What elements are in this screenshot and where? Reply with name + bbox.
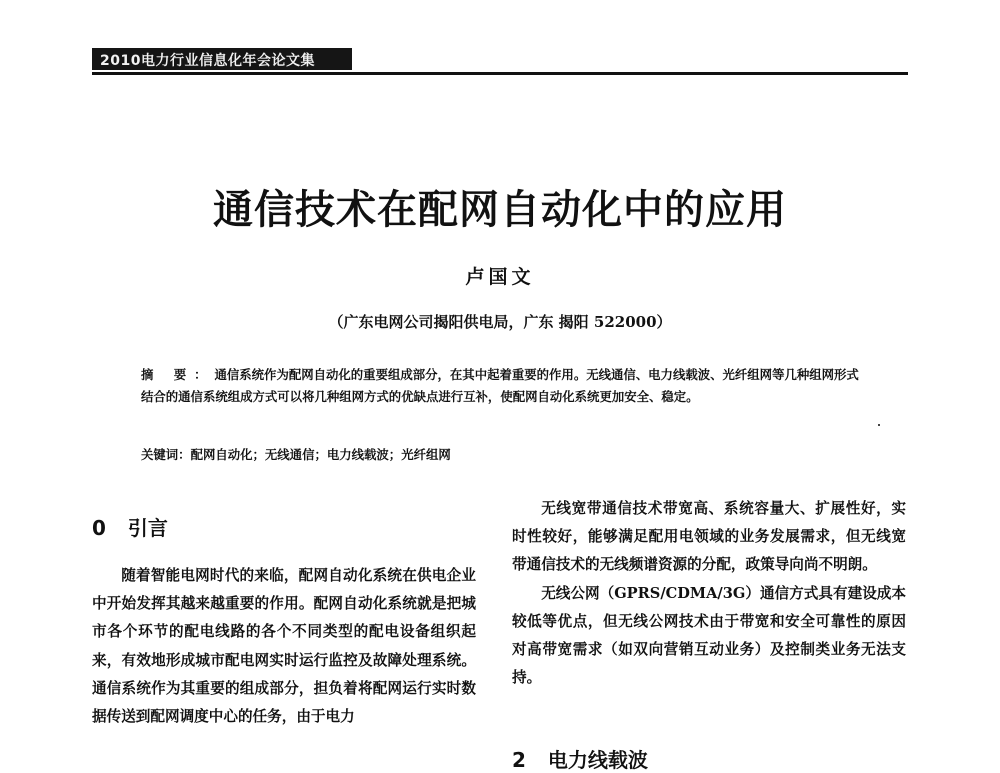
intro-paragraph: 随着智能电网时代的来临，配网自动化系统在供电企业中开始发挥其越来越重要的作用。配网自动化系统就是把城市各个环节的配电线路的各个不同类型的配电设备组织起来，有效地形成城市配电网实时运行监控及故障处理系统。通信系统作为其重要的组成部分，担负着将配网运行实时数据传送到配网调度中心的任务，由于电力 xyxy=(92,567,476,726)
section-heading-plc xyxy=(512,744,648,773)
header-rule xyxy=(92,72,908,75)
scan-speck xyxy=(878,424,880,426)
section-title: 引言 xyxy=(127,516,168,540)
keywords-label: 关键词： xyxy=(141,447,191,462)
paragraph-wireless-broadband: 无线宽带通信技术带宽高、系统容量大、扩展性好，实时性较好，能够满足配用电领域的业务发展需求，但无线宽带通信技术的无线频谱资源的分配，政策导向尚不明朗。 xyxy=(512,500,906,574)
section-number: 0 xyxy=(92,516,106,540)
abstract-block xyxy=(141,364,861,407)
section-number: 2 xyxy=(512,748,526,772)
section-title: 电力线载波 xyxy=(547,748,648,772)
paragraph-wireless-public: 无线公网（GPRS/CDMA/3G）通信方式具有建设成本较低等优点，但无线公网技术由于带宽和安全可靠性的原因对高带宽需求（如双向营销互动业务）及控制类业务无法支持。 xyxy=(512,584,906,687)
paper-title: 通信技术在配网自动化中的应用 xyxy=(213,186,787,233)
paper-affiliation: （广东电网公司揭阳供电局，广东 揭阳 522000） xyxy=(328,313,672,331)
keywords-block xyxy=(141,444,861,465)
abstract-label: 摘 要： xyxy=(141,367,215,382)
abstract-text: 通信系统作为配网自动化的重要组成部分，在其中起着重要的作用。无线通信、电力线载波、光纤组网等几种组网形式结合的通信系统组成方式可以将几种组网方式的优缺点进行互补，使配网自动化系统更加安全、稳定。 xyxy=(141,367,859,404)
right-column xyxy=(512,495,906,692)
left-column xyxy=(92,562,476,731)
section-heading-intro xyxy=(92,512,168,541)
journal-header-title: 2010电力行业信息化年会论文集 xyxy=(100,53,315,69)
keywords-text: 配网自动化；无线通信；电力线载波；光纤组网 xyxy=(190,447,451,462)
paper-author: 卢国文 xyxy=(465,266,535,288)
